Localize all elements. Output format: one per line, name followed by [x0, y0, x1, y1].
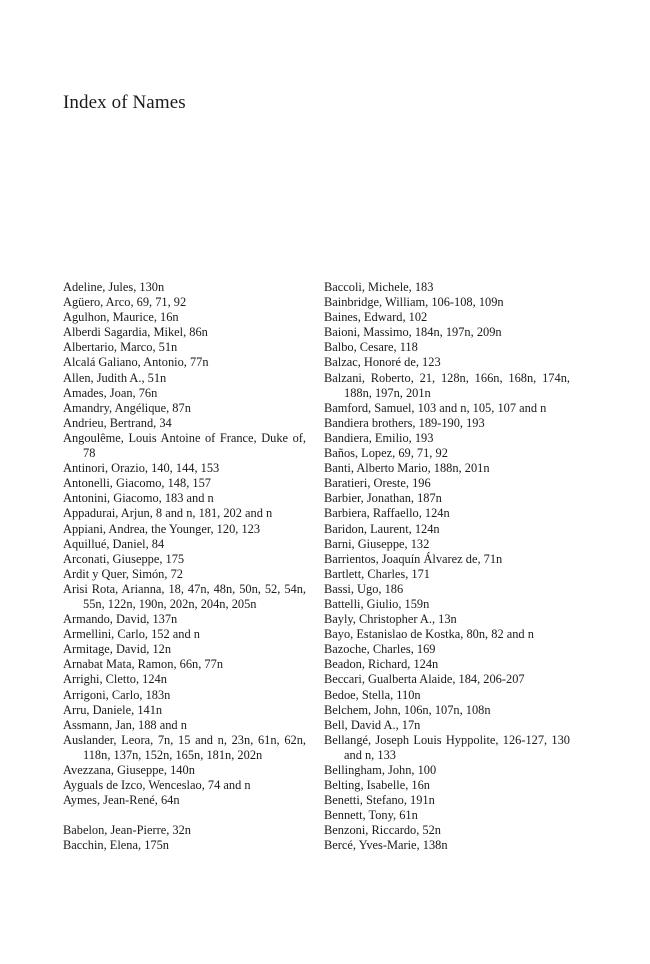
index-entry: Baños, Lopez, 69, 71, 92 [324, 446, 448, 461]
index-entry: Benzoni, Riccardo, 52n [324, 823, 441, 838]
index-entry: Bayo, Estanislao de Kostka, 80n, 82 and n [324, 627, 534, 642]
index-entry: Agulhon, Maurice, 16n [63, 310, 179, 325]
index-entry: Armando, David, 137n [63, 612, 178, 627]
index-entry: Armitage, David, 12n [63, 642, 172, 657]
index-entry: Arnabat Mata, Ramon, 66n, 77n [63, 657, 224, 672]
index-entry: Bandiera, Emilio, 193 [324, 430, 434, 445]
index-entry: Aquillué, Daniel, 84 [63, 536, 165, 551]
index-entry: Assmann, Jan, 188 and n [63, 717, 187, 732]
index-entry: Avezzana, Giuseppe, 140n [63, 763, 195, 777]
index-entry: Belchem, John, 106n, 107n, 108n [324, 702, 491, 717]
index-entry: Andrieu, Bertrand, 34 [63, 415, 172, 430]
index-entry: Ayguals de Izco, Wenceslao, 74 and n [63, 778, 251, 793]
index-column-left [63, 280, 306, 854]
index-entry: Babelon, Jean-Pierre, 32n [63, 823, 191, 838]
index-entry: Balbo, Cesare, 118 [324, 340, 418, 355]
index-entry: Benetti, Stefano, 191n [324, 793, 435, 808]
index-entry: Aymes, Jean-René, 64n [63, 793, 180, 808]
index-entry: Alcalá Galiano, Antonio, 77n [63, 355, 209, 370]
index-entry: Amandry, Angélique, 87n [63, 400, 191, 415]
index-entry: Bellingham, John, 100 [324, 763, 437, 777]
index-entry: Barni, Giuseppe, 132 [324, 536, 430, 551]
index-entry: Arconati, Giuseppe, 175 [63, 551, 185, 566]
index-entry: Bennett, Tony, 61n [324, 808, 418, 823]
index-entry: Appadurai, Arjun, 8 and n, 181, 202 and n [63, 506, 273, 521]
index-entry: Bassi, Ugo, 186 [324, 581, 404, 596]
index-entry: Amades, Joan, 76n [63, 385, 158, 400]
index-entry: Belting, Isabelle, 16n [324, 778, 430, 793]
index-entry: Balzac, Honoré de, 123 [324, 355, 441, 370]
index-entry: Banti, Alberto Mario, 188n, 201n [324, 461, 490, 476]
index-entry: Bacchin, Elena, 175n [63, 838, 169, 853]
index-entry: Barrientos, Joaquín Álvarez de, 71n [324, 551, 503, 566]
index-group-spacer [63, 808, 306, 823]
index-entry: Bell, David A., 17n [324, 717, 421, 732]
index-entry: Bandiera brothers, 189-190, 193 [324, 415, 485, 430]
index-entry: Antonelli, Giacomo, 148, 157 [63, 476, 211, 491]
index-entry: Adeline, Jules, 130n [63, 280, 165, 294]
index-entry: Baridon, Laurent, 124n [324, 521, 440, 536]
index-entry: Bartlett, Charles, 171 [324, 566, 430, 581]
index-entry: Antonini, Giacomo, 183 and n [63, 491, 214, 506]
index-entry: Armellini, Carlo, 152 and n [63, 627, 200, 642]
index-entry: Baratieri, Oreste, 196 [324, 476, 431, 491]
index-entry: Baioni, Massimo, 184n, 197n, 209n [324, 325, 502, 340]
index-entry: Battelli, Giulio, 159n [324, 596, 430, 611]
index-entry: Appiani, Andrea, the Younger, 120, 123 [63, 521, 261, 536]
index-entry: Ardit y Quer, Simón, 72 [63, 566, 183, 581]
index-entry: Antinori, Orazio, 140, 144, 153 [63, 461, 220, 476]
index-entry: Balzani, Roberto, 21, 128n, 166n, 168n, 174n, 188n, 197n, 201n [324, 370, 570, 400]
index-entry: Beccari, Gualberta Alaide, 184, 206-207 [324, 672, 525, 687]
index-entry: Bazoche, Charles, 169 [324, 642, 436, 657]
index-entry: Barbiera, Raffaello, 124n [324, 506, 450, 521]
index-entry: Baccoli, Michele, 183 [324, 280, 434, 294]
index-entry: Alberdi Sagardia, Mikel, 86n [63, 325, 208, 340]
index-entry: Barbier, Jonathan, 187n [324, 491, 442, 506]
index-column-right [324, 280, 570, 854]
index-entry: Bayly, Christopher A., 13n [324, 612, 457, 627]
page-title: Index of Names [63, 92, 186, 113]
index-entry: Arrigoni, Carlo, 183n [63, 687, 171, 702]
index-entry: Arru, Daniele, 141n [63, 702, 163, 717]
index-entry: Bedoe, Stella, 110n [324, 687, 421, 702]
index-entry: Angoulême, Louis Antoine of France, Duke of, 78 [63, 430, 306, 461]
index-entry: Arrighi, Cletto, 124n [63, 672, 167, 687]
index-entry: Allen, Judith A., 51n [63, 370, 167, 385]
index-entry: Bellangé, Joseph Louis Hyppolite, 126-127, 130 and n, 133 [324, 732, 570, 762]
index-entry: Arisi Rota, Arianna, 18, 47n, 48n, 50n, 52, 54n, 55n, 122n, 190n, 202n, 204n, 205n [63, 581, 306, 611]
index-entry: Albertario, Marco, 51n [63, 340, 178, 355]
index-entry: Baines, Edward, 102 [324, 310, 428, 325]
index-entry: Agüero, Arco, 69, 71, 92 [63, 295, 187, 310]
index-entry: Beadon, Richard, 124n [324, 657, 439, 672]
index-entry: Auslander, Leora, 7n, 15 and n, 23n, 61n, 62n, 118n, 137n, 152n, 165n, 181n, 202n [63, 732, 306, 762]
index-entry: Bainbridge, William, 106-108, 109n [324, 295, 504, 310]
index-entry: Bercé, Yves-Marie, 138n [324, 838, 448, 853]
index-entry: Bamford, Samuel, 103 and n, 105, 107 and n [324, 400, 547, 415]
